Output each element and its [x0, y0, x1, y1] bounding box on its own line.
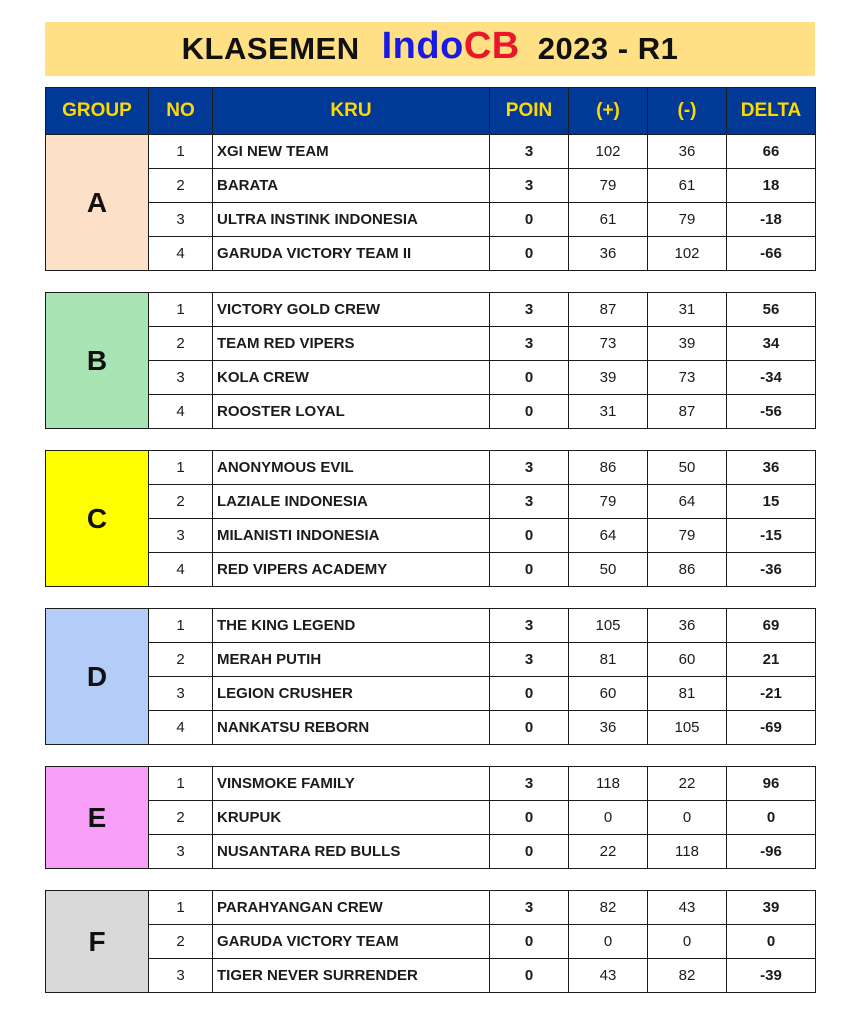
- table-row: [46, 485, 816, 519]
- table-row: [46, 711, 816, 745]
- goal-delta: 39: [727, 891, 816, 925]
- table-row: [46, 395, 816, 429]
- team-name: PARAHYANGAN CREW: [213, 891, 490, 925]
- header-delta: DELTA: [727, 88, 816, 135]
- group-table-d: [45, 608, 816, 745]
- row-no: 4: [149, 237, 213, 271]
- title-prefix: KLASEMEN: [181, 31, 360, 66]
- row-no: 3: [149, 959, 213, 993]
- row-no: 3: [149, 835, 213, 869]
- row-no: 3: [149, 203, 213, 237]
- table-row: [46, 959, 816, 993]
- row-no: 3: [149, 519, 213, 553]
- points: 3: [490, 451, 569, 485]
- group-table-e: [45, 766, 816, 869]
- points: 0: [490, 237, 569, 271]
- goals-for: 60: [569, 677, 648, 711]
- goals-against: 79: [648, 203, 727, 237]
- table-row: [46, 203, 816, 237]
- group-label: C: [46, 451, 149, 587]
- goals-for: 79: [569, 485, 648, 519]
- goal-delta: -15: [727, 519, 816, 553]
- row-no: 2: [149, 327, 213, 361]
- group-label: E: [46, 767, 149, 869]
- goals-against: 60: [648, 643, 727, 677]
- team-name: ROOSTER LOYAL: [213, 395, 490, 429]
- goal-delta: -18: [727, 203, 816, 237]
- row-no: 2: [149, 801, 213, 835]
- table-row: [46, 925, 816, 959]
- goals-for: 22: [569, 835, 648, 869]
- row-no: 4: [149, 395, 213, 429]
- goals-for: 86: [569, 451, 648, 485]
- team-name: MILANISTI INDONESIA: [213, 519, 490, 553]
- team-name: NUSANTARA RED BULLS: [213, 835, 490, 869]
- team-name: TEAM RED VIPERS: [213, 327, 490, 361]
- goal-delta: 0: [727, 925, 816, 959]
- goal-delta: -66: [727, 237, 816, 271]
- goal-delta: -36: [727, 553, 816, 587]
- goal-delta: -96: [727, 835, 816, 869]
- goals-against: 31: [648, 293, 727, 327]
- points: 0: [490, 519, 569, 553]
- row-no: 2: [149, 169, 213, 203]
- title-brand: [382, 25, 520, 68]
- points: 3: [490, 293, 569, 327]
- row-no: 2: [149, 485, 213, 519]
- team-name: LAZIALE INDONESIA: [213, 485, 490, 519]
- points: 0: [490, 959, 569, 993]
- team-name: VICTORY GOLD CREW: [213, 293, 490, 327]
- team-name: GARUDA VICTORY TEAM II: [213, 237, 490, 271]
- goals-for: 61: [569, 203, 648, 237]
- goal-delta: 18: [727, 169, 816, 203]
- points: 0: [490, 801, 569, 835]
- points: 0: [490, 203, 569, 237]
- points: 0: [490, 835, 569, 869]
- goals-against: 79: [648, 519, 727, 553]
- team-name: GARUDA VICTORY TEAM: [213, 925, 490, 959]
- team-name: TIGER NEVER SURRENDER: [213, 959, 490, 993]
- points: 0: [490, 711, 569, 745]
- row-no: 1: [149, 767, 213, 801]
- goals-for: 82: [569, 891, 648, 925]
- goal-delta: 66: [727, 135, 816, 169]
- header-poin: POIN: [490, 88, 569, 135]
- goals-against: 64: [648, 485, 727, 519]
- row-no: 4: [149, 711, 213, 745]
- goals-against: 105: [648, 711, 727, 745]
- goals-for: 105: [569, 609, 648, 643]
- group-label: D: [46, 609, 149, 745]
- goals-for: 0: [569, 801, 648, 835]
- points: 3: [490, 643, 569, 677]
- row-no: 2: [149, 925, 213, 959]
- goals-for: 64: [569, 519, 648, 553]
- goals-for: 31: [569, 395, 648, 429]
- table-row: [46, 361, 816, 395]
- table-row: [46, 327, 816, 361]
- row-no: 1: [149, 451, 213, 485]
- header-no: NO: [149, 88, 213, 135]
- goals-against: 50: [648, 451, 727, 485]
- points: 3: [490, 609, 569, 643]
- table-row: [46, 519, 816, 553]
- header-row: [46, 88, 816, 135]
- goals-against: 73: [648, 361, 727, 395]
- table-row: [46, 553, 816, 587]
- goals-against: 87: [648, 395, 727, 429]
- group-label: B: [46, 293, 149, 429]
- points: 0: [490, 677, 569, 711]
- goals-for: 0: [569, 925, 648, 959]
- team-name: ULTRA INSTINK INDONESIA: [213, 203, 490, 237]
- standings-header: [45, 87, 816, 135]
- table-row: [46, 677, 816, 711]
- header-group: GROUP: [46, 88, 149, 135]
- goals-against: 118: [648, 835, 727, 869]
- title-brand-indo: Indo: [381, 24, 464, 67]
- team-name: THE KING LEGEND: [213, 609, 490, 643]
- group-label: F: [46, 891, 149, 993]
- team-name: KOLA CREW: [213, 361, 490, 395]
- team-name: MERAH PUTIH: [213, 643, 490, 677]
- points: 3: [490, 135, 569, 169]
- goals-against: 22: [648, 767, 727, 801]
- goals-for: 36: [569, 237, 648, 271]
- goals-for: 87: [569, 293, 648, 327]
- group-label: A: [46, 135, 149, 271]
- goals-against: 82: [648, 959, 727, 993]
- goal-delta: 0: [727, 801, 816, 835]
- table-row: [46, 767, 816, 801]
- goals-for: 79: [569, 169, 648, 203]
- header-kru: KRU: [213, 88, 490, 135]
- row-no: 1: [149, 609, 213, 643]
- goals-against: 0: [648, 925, 727, 959]
- table-row: [46, 293, 816, 327]
- points: 3: [490, 485, 569, 519]
- row-no: 1: [149, 293, 213, 327]
- team-name: VINSMOKE FAMILY: [213, 767, 490, 801]
- goal-delta: 69: [727, 609, 816, 643]
- goals-against: 81: [648, 677, 727, 711]
- title-suffix: 2023 - R1: [537, 31, 679, 66]
- goal-delta: -21: [727, 677, 816, 711]
- group-table-a: [45, 134, 816, 271]
- goal-delta: 21: [727, 643, 816, 677]
- goals-for: 39: [569, 361, 648, 395]
- goal-delta: 96: [727, 767, 816, 801]
- table-row: [46, 801, 816, 835]
- goal-delta: -39: [727, 959, 816, 993]
- row-no: 1: [149, 891, 213, 925]
- points: 3: [490, 169, 569, 203]
- team-name: NANKATSU REBORN: [213, 711, 490, 745]
- team-name: XGI NEW TEAM: [213, 135, 490, 169]
- goals-against: 86: [648, 553, 727, 587]
- table-row: [46, 237, 816, 271]
- row-no: 1: [149, 135, 213, 169]
- goal-delta: 56: [727, 293, 816, 327]
- goal-delta: 36: [727, 451, 816, 485]
- row-no: 4: [149, 553, 213, 587]
- group-table-b: [45, 292, 816, 429]
- team-name: BARATA: [213, 169, 490, 203]
- points: 3: [490, 891, 569, 925]
- goals-for: 118: [569, 767, 648, 801]
- team-name: KRUPUK: [213, 801, 490, 835]
- group-table-f: [45, 890, 816, 993]
- team-name: RED VIPERS ACADEMY: [213, 553, 490, 587]
- team-name: LEGION CRUSHER: [213, 677, 490, 711]
- table-row: [46, 169, 816, 203]
- header-minus: (-): [648, 88, 727, 135]
- points: 0: [490, 553, 569, 587]
- goals-for: 50: [569, 553, 648, 587]
- table-row: [46, 135, 816, 169]
- goals-against: 0: [648, 801, 727, 835]
- goal-delta: 15: [727, 485, 816, 519]
- goals-for: 102: [569, 135, 648, 169]
- goals-against: 39: [648, 327, 727, 361]
- row-no: 3: [149, 361, 213, 395]
- goals-for: 43: [569, 959, 648, 993]
- points: 0: [490, 361, 569, 395]
- row-no: 3: [149, 677, 213, 711]
- group-table-c: [45, 450, 816, 587]
- table-row: [46, 643, 816, 677]
- goals-against: 61: [648, 169, 727, 203]
- table-row: [46, 609, 816, 643]
- goal-delta: 34: [727, 327, 816, 361]
- goal-delta: -56: [727, 395, 816, 429]
- points: 0: [490, 395, 569, 429]
- points: 0: [490, 925, 569, 959]
- team-name: ANONYMOUS EVIL: [213, 451, 490, 485]
- page-title: [45, 22, 815, 76]
- goal-delta: -69: [727, 711, 816, 745]
- table-row: [46, 451, 816, 485]
- points: 3: [490, 327, 569, 361]
- table-row: [46, 891, 816, 925]
- header-plus: (+): [569, 88, 648, 135]
- goals-for: 81: [569, 643, 648, 677]
- goals-against: 102: [648, 237, 727, 271]
- goals-against: 36: [648, 609, 727, 643]
- goals-for: 36: [569, 711, 648, 745]
- row-no: 2: [149, 643, 213, 677]
- goals-against: 36: [648, 135, 727, 169]
- goals-against: 43: [648, 891, 727, 925]
- table-row: [46, 835, 816, 869]
- goals-for: 73: [569, 327, 648, 361]
- points: 3: [490, 767, 569, 801]
- goal-delta: -34: [727, 361, 816, 395]
- title-brand-cb: CB: [463, 24, 520, 67]
